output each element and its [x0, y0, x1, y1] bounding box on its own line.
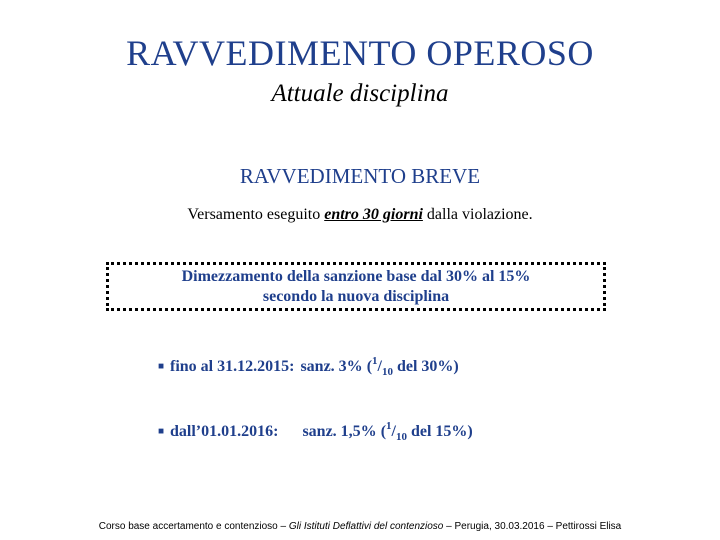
rate-label: fino al 31.12.2015: — [170, 358, 295, 375]
footer-text: Corso base accertamento e contenzioso – — [98, 521, 289, 532]
fraction-slash: / — [391, 423, 396, 440]
section-heading: RAVVEDIMENTO BREVE — [239, 164, 481, 188]
rate-open-paren: ( — [366, 358, 373, 375]
footer-text-end: – Perugia, 30.03.2016 – Pettirossi Elisa — [443, 521, 622, 532]
rate-item — [158, 355, 459, 378]
rate-value: sanz. 1,5% — [302, 423, 377, 440]
highlight-box — [106, 262, 606, 311]
payment-suffix: dalla violazione. — [422, 206, 533, 223]
rate-value: sanz. 3% — [300, 358, 363, 375]
rate-tail: del 30%) — [392, 358, 459, 375]
fraction-numerator: 1 — [386, 420, 392, 432]
rate-tail: del 15%) — [406, 423, 473, 440]
payment-prefix: Versamento eseguito — [187, 206, 325, 223]
rate-item — [158, 420, 473, 443]
highlight-line-1: Dimezzamento della sanzione base dal 30% al 15% — [181, 267, 531, 285]
payment-emphasis: entro 30 giorni — [324, 206, 423, 223]
fraction-numerator: 1 — [372, 355, 378, 367]
square-bullet-icon: ■ — [158, 426, 165, 437]
slide-subtitle: Attuale disciplina — [271, 80, 449, 107]
rate-label: dall’01.01.2016: — [170, 423, 279, 440]
fraction-denominator: 10 — [395, 431, 407, 443]
highlight-line-2: secondo la nuova disciplina — [262, 287, 450, 305]
square-bullet-icon: ■ — [158, 361, 165, 372]
fraction-slash: / — [377, 358, 382, 375]
slide-footer — [0, 521, 720, 532]
slide-title: RAVVEDIMENTO OPEROSO — [126, 33, 594, 73]
rate-open-paren: ( — [380, 423, 387, 440]
payment-sentence — [0, 206, 720, 224]
fraction-denominator: 10 — [381, 366, 393, 378]
footer-course-title: Gli Istituti Deflattivi del contenzioso — [288, 521, 444, 532]
